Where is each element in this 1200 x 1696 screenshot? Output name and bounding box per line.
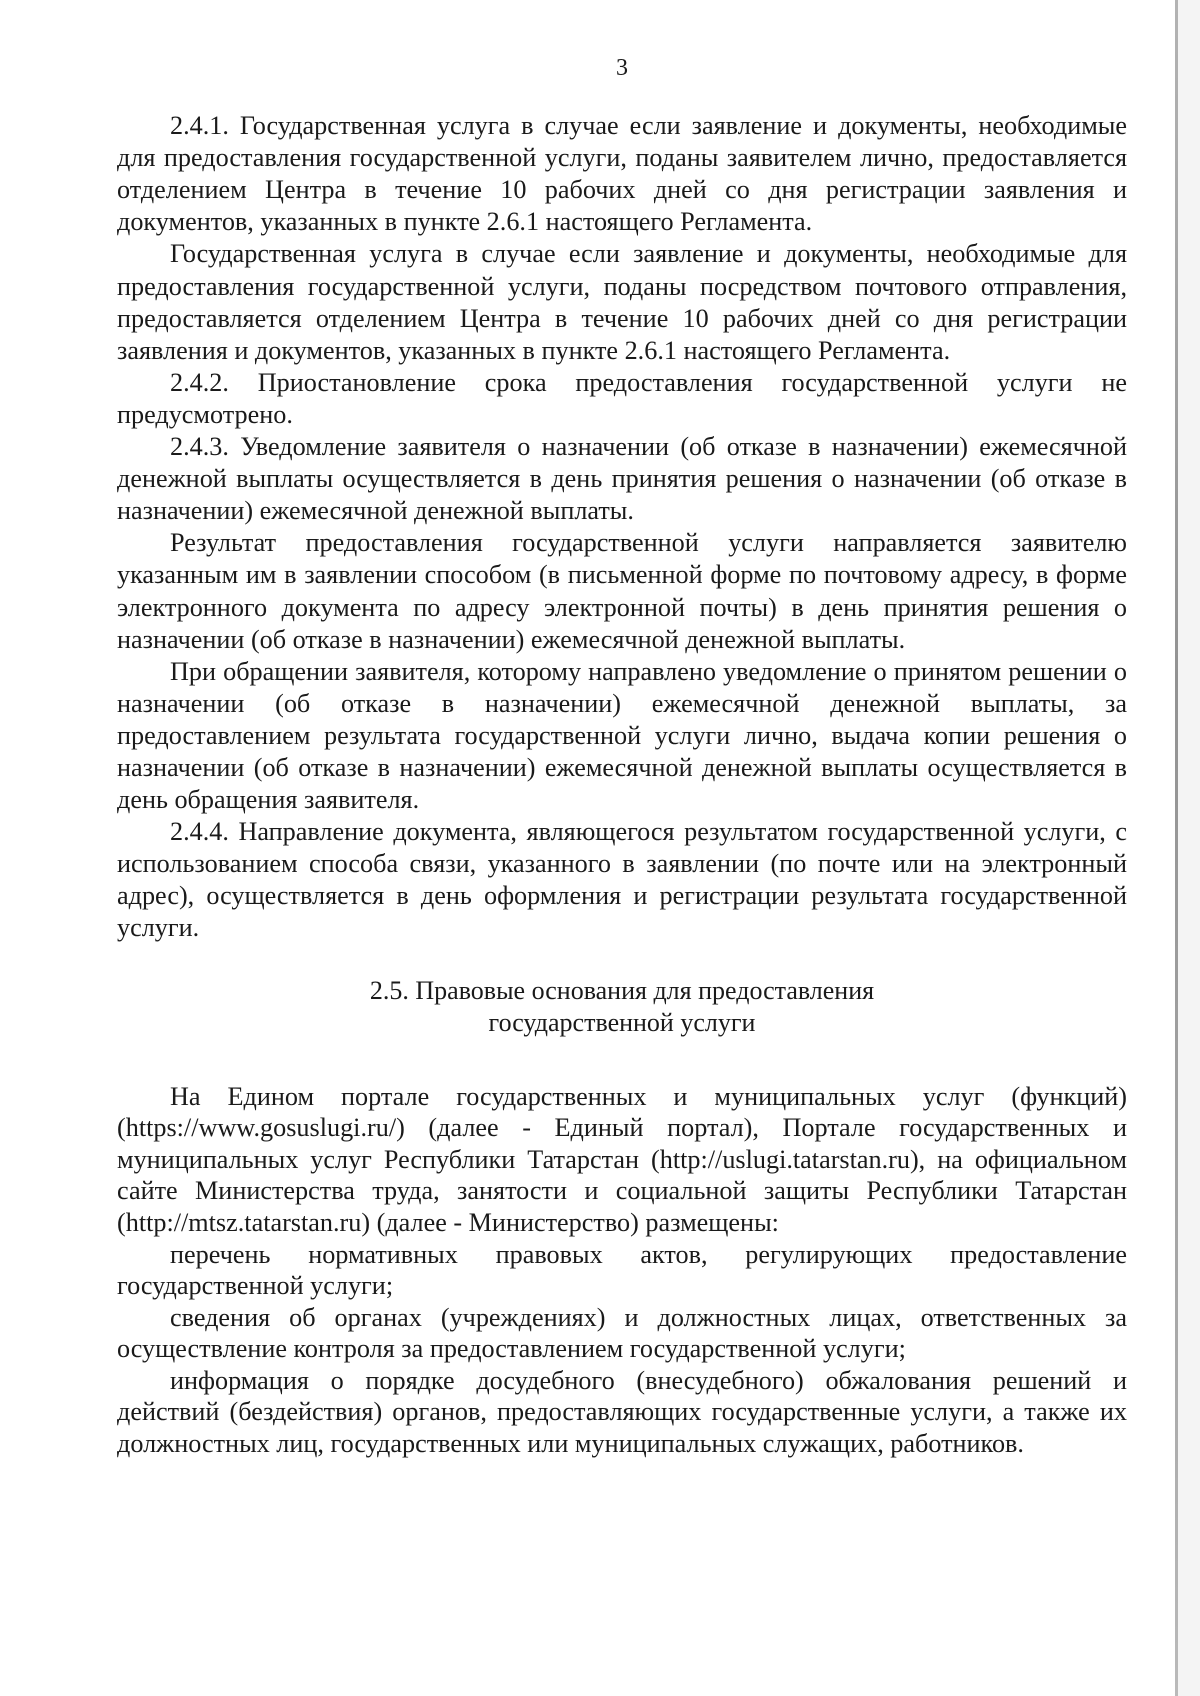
paragraph-2-4-3: 2.4.3. Уведомление заявителя о назначении (об отказе в назначении) ежемесячной денежной выплаты осуществляется в день принятия решения о назначении (об отказе в назначении) ежемесячной денежной выплаты. [117,432,1127,526]
paragraph-2-4-2: 2.4.2. Приостановление срока предоставления государственной услуги не предусмотрено. [117,367,1127,429]
page-number: 3 [616,55,628,81]
paragraph-2-4-4: 2.4.4. Направление документа, являющегося результатом государственной услуги, с использованием способа связи, указанного в заявлении (по почте или на электронный адрес), осуществляется в день оформления и регистрации результата государственной услуги. [117,817,1127,943]
section-2-5 [117,1081,1127,1460]
paragraph-list-acts: перечень нормативных правовых актов, регулирующих предоставление государственной услуги; [117,1239,1127,1301]
paragraph-list-appeal: информация о порядке досудебного (внесудебного) обжалования решений и действий (бездействия) органов, предоставляющих государственные услуги, а также их должностных лиц, государственных или муниципальных служащих, работников. [117,1365,1127,1459]
scan-margin [1178,0,1200,1696]
section-heading-line-1: 2.5. Правовые основания для предоставления [369,975,875,1005]
section-heading-2-5 [117,975,1127,1039]
section-2-4 [117,110,1127,944]
scan-edge-line [1175,0,1178,1696]
paragraph-2-4-1: 2.4.1. Государственная услуга в случае если заявление и документы, необходимые для предоставления государственной услуги, поданы заявителем лично, предоставляется отделением Центра в течение 10 рабочих дней со дня регистрации заявления и документов, указанных в пункте 2.6.1 настоящего Регламента. [117,111,1127,237]
paragraph-personal-visit: При обращении заявителя, которому направлено уведомление о принятом решении о назначении (об отказе в назначении) ежемесячной денежной выплаты, за предоставлением результата государственной услуги лично, выдача копии решения о назначении (об отказе в назначении) ежемесячной денежной выплаты осуществляется в день обращения заявителя. [117,656,1127,815]
paragraph-list-bodies: сведения об органах (учреждениях) и должностных лицах, ответственных за осуществление контроля за предоставлением государственной услуги; [117,1302,1127,1364]
section-heading-line-2: государственной услуги [488,1007,756,1037]
paragraph-result: Результат предоставления государственной услуги направляется заявителю указанным им в заявлении способом (в письменной форме по почтовому адресу, в форме электронного документа по адресу электронной почты) в день принятия решения о назначении (об отказе в назначении) ежемесячной денежной выплаты. [117,528,1127,654]
paragraph-postal: Государственная услуга в случае если заявление и документы, необходимые для предоставления государственной услуги, поданы посредством почтового отправления, предоставляется отделением Центра в течение 10 рабочих дней со дня регистрации заявления и документов, указанных в пункте 2.6.1 настоящего Регламента. [117,239,1127,365]
paragraph-portals: На Едином портале государственных и муниципальных услуг (функций) (https://www.gosuslugi.ru/) (далее - Единый портал), Портале государственных и муниципальных услуг Республики Татарстан (http://uslugi.tatarstan.ru), на официальном сайте Министерства труда, занятости и социальной защиты Республики Татарстан (http://mtsz.tatarstan.ru) (далее - Министерство) размещены: [117,1081,1127,1237]
document-page [117,52,1127,1460]
